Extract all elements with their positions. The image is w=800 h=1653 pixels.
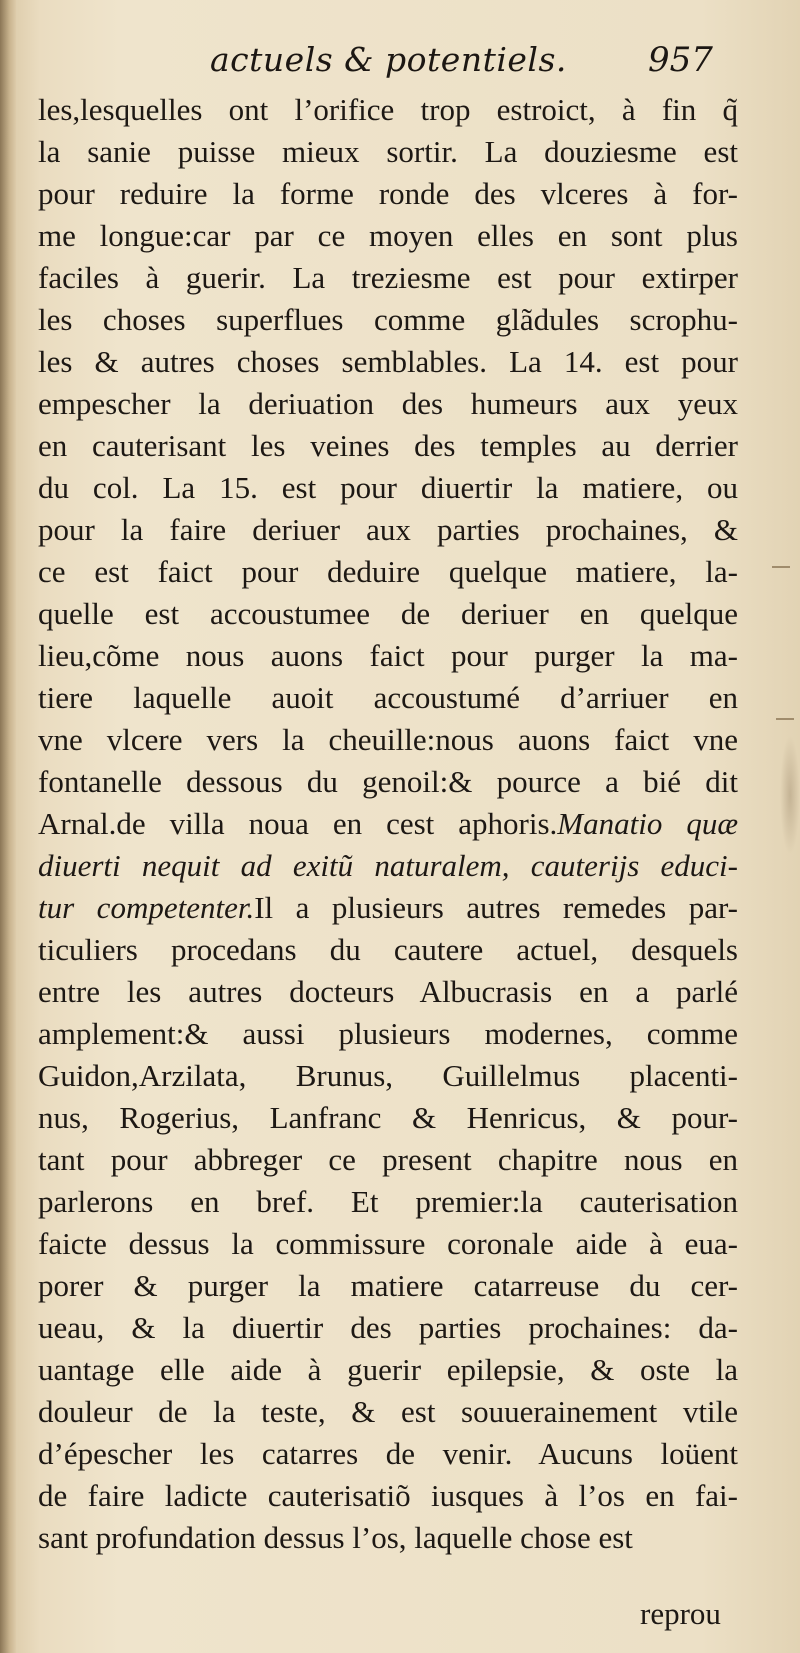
text-line	[38, 845, 738, 887]
text-line-content: les choses superflues comme glãdules scrophu-	[38, 302, 738, 337]
text-line-content: diuerti nequit ad exitũ naturalem, cauterijs educi-	[38, 848, 738, 883]
text-line	[38, 1265, 738, 1307]
text-line-content: faciles à guerir. La treziesme est pour extirper	[38, 260, 738, 295]
text-line-content: tant pour abbreger ce present chapitre nous en	[38, 1142, 738, 1177]
text-line	[38, 1055, 738, 1097]
text-line	[38, 299, 738, 341]
text-line-content: tiere laquelle auoit accoustumé d’arriuer en	[38, 680, 738, 715]
text-line-content: ce est faict pour deduire quelque matiere, la-	[38, 554, 738, 589]
text-line-tail: Il a plusieurs autres remedes par-	[254, 890, 738, 925]
text-line	[38, 761, 738, 803]
text-line-content: vne vlcere vers la cheuille:nous auons faict vne	[38, 722, 738, 757]
text-line	[38, 929, 738, 971]
text-line	[38, 887, 738, 929]
text-line-content: en cauterisant les veines des temples au derrier	[38, 428, 738, 463]
text-line-content: douleur de la teste, & est souuerainement vtile	[38, 1394, 738, 1429]
text-line	[38, 341, 738, 383]
text-line-content: faicte dessus la commissure coronale aide à eua-	[38, 1226, 738, 1261]
text-line-content: de faire ladicte cauterisatiõ iusques à l’os en fai-	[38, 1478, 738, 1513]
text-line-content: les,lesquelles ont l’orifice trop estroict, à fin q̃	[38, 92, 738, 127]
text-line-content: pour la faire deriuer aux parties prochaines, &	[38, 512, 738, 547]
text-line-content: empescher la deriuation des humeurs aux yeux	[38, 386, 738, 421]
text-line-content: Guidon,Arzilata, Brunus, Guillelmus placenti-	[38, 1058, 738, 1093]
text-line-content: me longue:car par ce moyen elles en sont plus	[38, 218, 738, 253]
text-line	[38, 677, 738, 719]
text-line	[38, 803, 738, 845]
text-line-content: entre les autres docteurs Albucrasis en a parlé	[38, 974, 738, 1009]
text-line	[38, 1307, 738, 1349]
text-line	[38, 1475, 738, 1517]
text-line	[38, 593, 738, 635]
text-line-content: uantage elle aide à guerir epilepsie, & oste la	[38, 1352, 738, 1387]
text-line	[38, 1391, 738, 1433]
text-line	[38, 131, 738, 173]
page-gutter	[0, 0, 16, 1653]
page-header	[0, 40, 800, 88]
text-line	[38, 1139, 738, 1181]
running-title: actuels & potentiels.	[210, 40, 567, 79]
text-line	[38, 467, 738, 509]
text-line	[38, 257, 738, 299]
text-line-content: ueau, & la diuertir des parties prochaines: da-	[38, 1310, 738, 1345]
text-line	[38, 173, 738, 215]
text-line-content: tur competenter.	[38, 890, 255, 925]
page-number: 957	[648, 40, 713, 80]
text-line-content: sant profundation dessus l’os, laquelle chose est	[38, 1520, 633, 1555]
text-line	[38, 215, 738, 257]
text-line-content: la sanie puisse mieux sortir. La douziesme est	[38, 134, 738, 169]
text-line-content: amplement:& aussi plusieurs modernes, comme	[38, 1016, 738, 1051]
margin-mark	[776, 718, 794, 720]
text-line	[38, 1013, 738, 1055]
body-text	[38, 89, 738, 1559]
text-line	[38, 1097, 738, 1139]
italic-quote: Manatio quæ	[557, 806, 738, 841]
text-line-content: quelle est accoustumee de deriuer en quelque	[38, 596, 738, 631]
text-line-content: parlerons en bref. Et premier:la cauterisation	[38, 1184, 738, 1219]
text-line	[38, 971, 738, 1013]
text-line-content: nus, Rogerius, Lanfranc & Henricus, & pour-	[38, 1100, 738, 1135]
text-line-content: lieu,cõme nous auons faict pour purger la ma-	[38, 638, 738, 673]
text-line	[38, 1433, 738, 1475]
text-line-content: ticuliers procedans du cautere actuel, desquels	[38, 932, 738, 967]
text-line-content: Arnal.de villa noua en cest aphoris.	[38, 806, 558, 841]
text-line-content: d’épescher les catarres de venir. Aucuns loüent	[38, 1436, 738, 1471]
text-line	[38, 89, 738, 131]
text-line	[38, 551, 738, 593]
page-stain	[780, 735, 800, 855]
text-line	[38, 719, 738, 761]
text-line	[38, 1223, 738, 1265]
text-line-content: fontanelle dessous du genoil:& pource a bié dit	[38, 764, 738, 799]
text-line-content: les & autres choses semblables. La 14. est pour	[38, 344, 738, 379]
margin-mark	[772, 566, 790, 568]
text-line-content: du col. La 15. est pour diuertir la matiere, ou	[38, 470, 738, 505]
text-line-content: pour reduire la forme ronde des vlceres à for-	[38, 176, 738, 211]
text-line	[38, 1181, 738, 1223]
text-line	[38, 635, 738, 677]
text-line	[38, 383, 738, 425]
text-line	[38, 425, 738, 467]
text-line	[38, 1349, 738, 1391]
text-line	[38, 509, 738, 551]
text-line	[38, 1517, 738, 1559]
catchword: reprou	[640, 1596, 721, 1631]
text-line-content: porer & purger la matiere catarreuse du cer-	[38, 1268, 738, 1303]
